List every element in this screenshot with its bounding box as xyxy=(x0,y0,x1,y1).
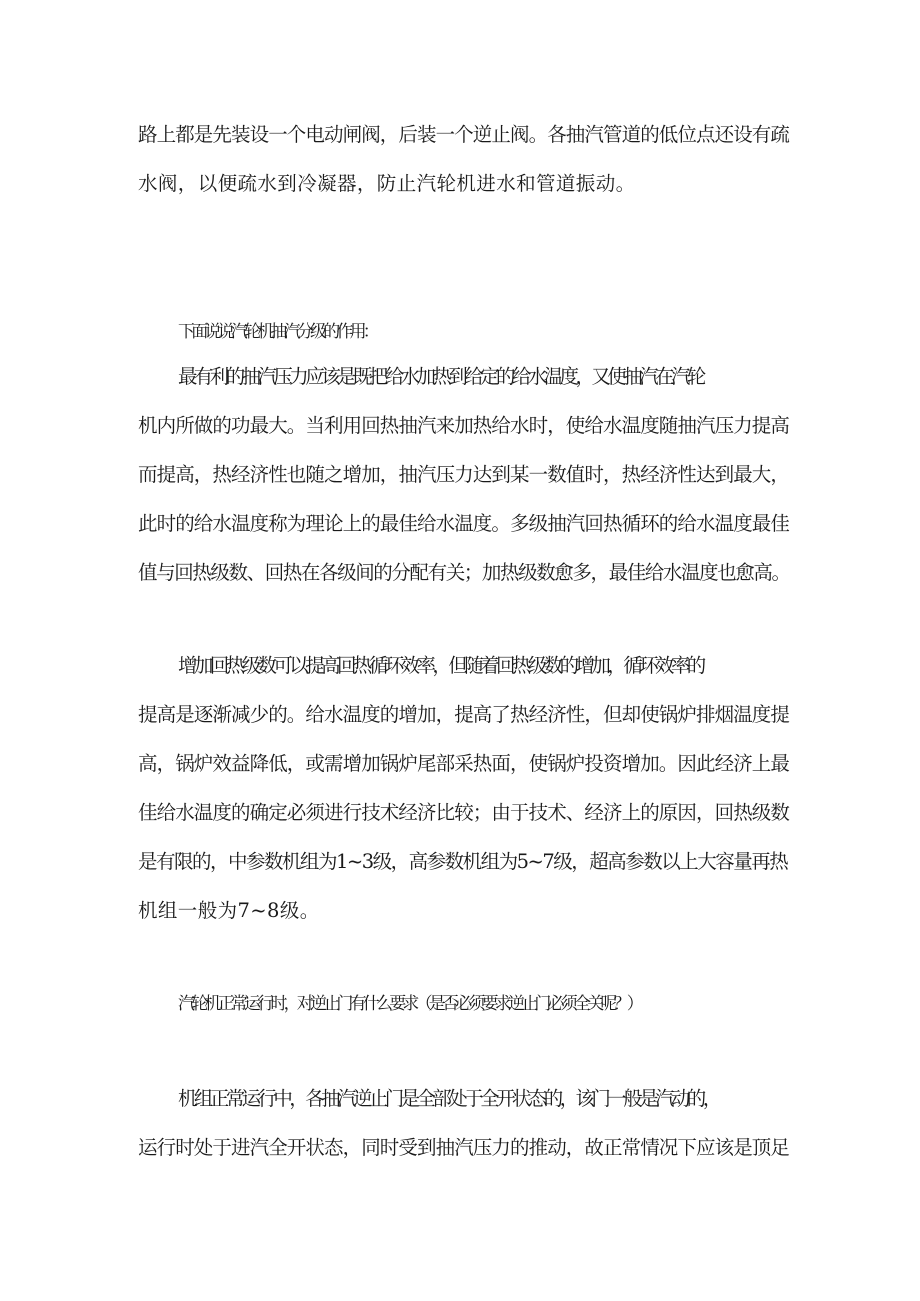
paragraph-2-line-2: 机内所做的功最大。当利用回热抽汽来加热给水时，使给水温度随抽汽压力提高 xyxy=(138,414,790,437)
paragraph-3-line-6: 机组一般为7~8级。 xyxy=(138,899,320,922)
paragraph-1-line-2: 水阀，以便疏水到冷凝器，防止汽轮机进水和管道振动。 xyxy=(138,172,636,195)
paragraph-2-line-1: 最有利的抽汽压力应该是既把给水加热到给定的给水温度，又使抽汽在汽轮 xyxy=(178,365,703,388)
paragraph-1-line-1: 路上都是先装设一个电动闸阀，后装一个逆止阀。各抽汽管道的低位点还设有疏 xyxy=(138,123,790,146)
section-heading-check-valve-question: 汽轮机正常运行时，对逆止门有什么要求（是否必须要求逆止门必须全关呢？） xyxy=(178,994,640,1014)
section-heading-extraction-staging: 下面说说汽轮机抽汽分级的作用： xyxy=(178,322,376,342)
paragraph-4-line-2: 运行时处于进汽全开状态，同时受到抽汽压力的推动，故正常情况下应该是顶足 xyxy=(138,1136,790,1159)
paragraph-3-line-1: 增加回热级数可以提高回热循环效率，但随着回热级数的增加，循环效率的 xyxy=(178,654,703,677)
paragraph-2-line-4: 此时的给水温度称为理论上的最佳给水温度。多级抽汽回热循环的给水温度最佳 xyxy=(138,512,790,535)
paragraph-2-line-3: 而提高，热经济性也随之增加，抽汽压力达到某一数值时，热经济性达到最大， xyxy=(138,463,790,486)
paragraph-2-line-5: 值与回热级数、回热在各级间的分配有关；加热级数愈多，最佳给水温度也愈高。 xyxy=(138,561,790,584)
paragraph-3-line-3: 高，锅炉效益降低，或需增加锅炉尾部采热面，使锅炉投资增加。因此经济上最 xyxy=(138,752,790,775)
paragraph-4-line-1: 机组正常运行中，各抽汽逆止门是全部处于全开状态的，该门一般是汽动的， xyxy=(178,1087,719,1110)
paragraph-3-line-5: 是有限的，中参数机组为1~3级，高参数机组为5~7级，超高参数以上大容量再热 xyxy=(138,850,788,873)
paragraph-3-line-2: 提高是逐渐减少的。给水温度的增加，提高了热经济性，但却使锅炉排烟温度提 xyxy=(138,703,790,726)
paragraph-3-line-4: 佳给水温度的确定必须进行技术经济比较；由于技术、经济上的原因，回热级数 xyxy=(138,801,790,824)
